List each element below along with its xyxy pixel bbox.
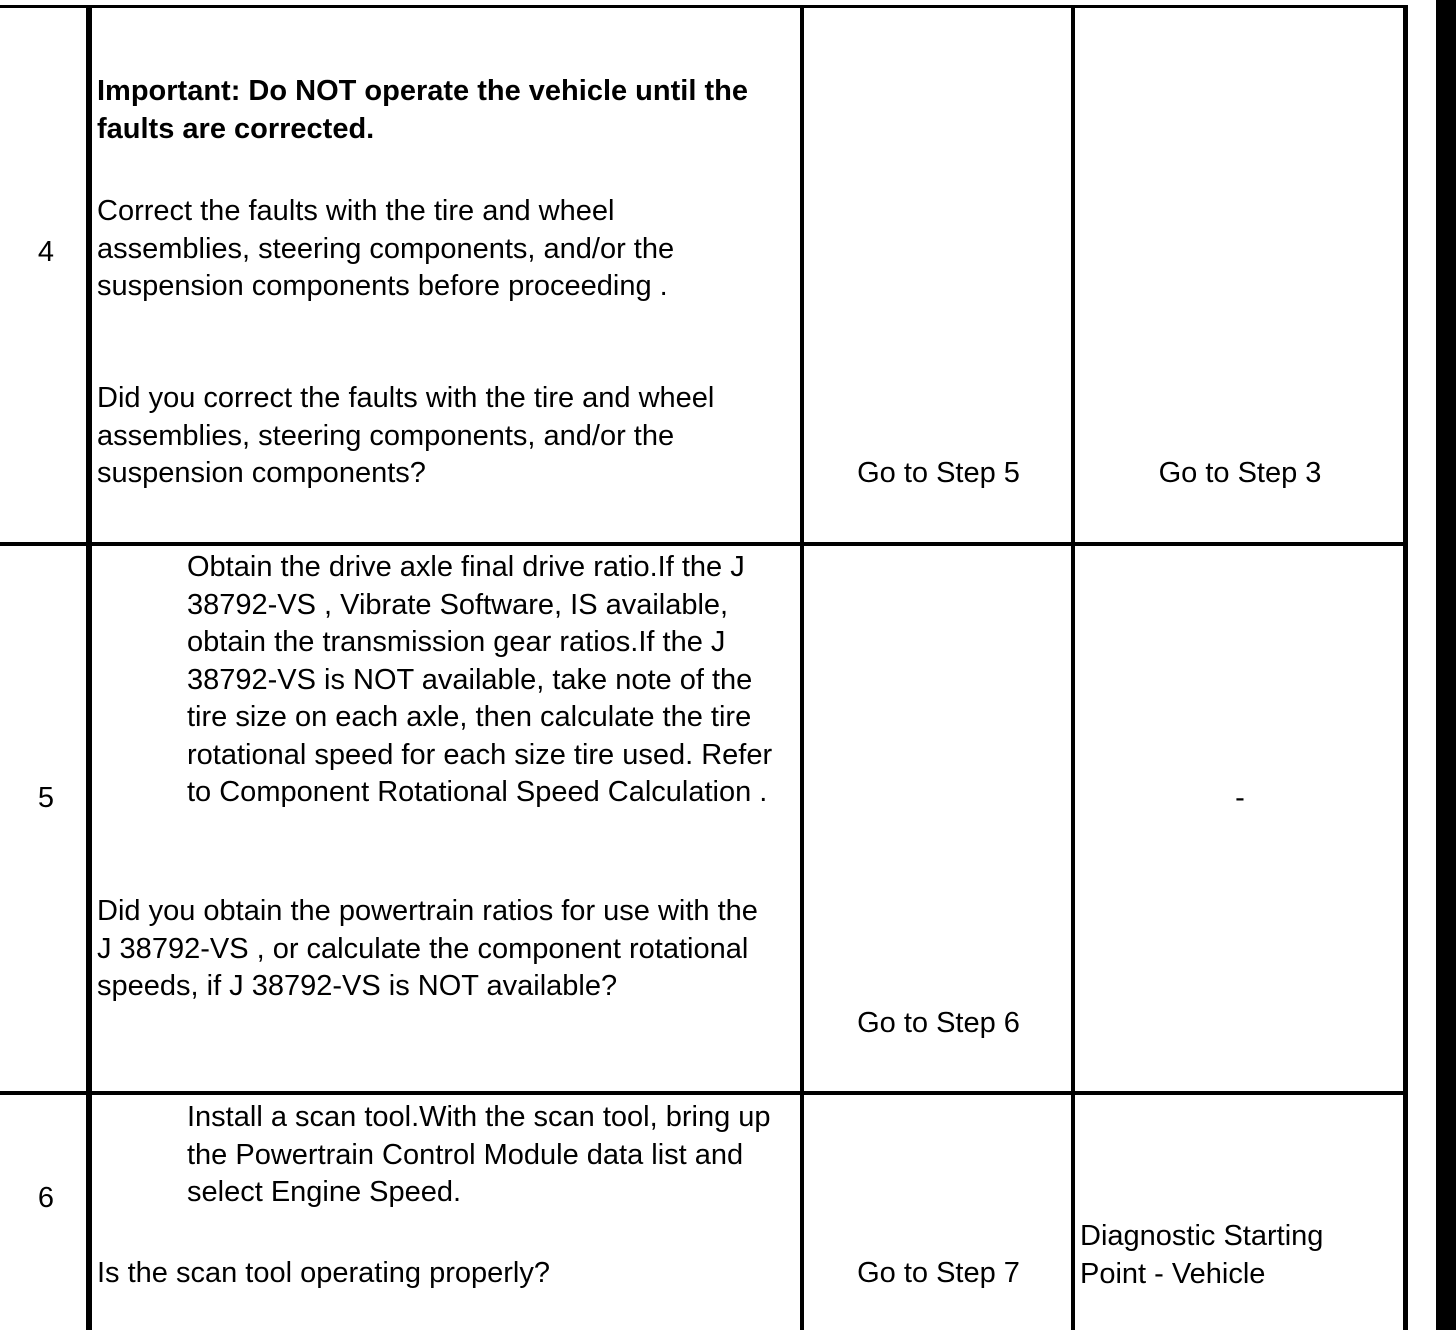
step-question: Is the scan tool operating properly? (97, 1257, 550, 1289)
scrollbar[interactable] (1436, 0, 1456, 1330)
step-instruction: Install a scan tool.With the scan tool, bring up the Powertrain Control Module data list and select Engine Speed. (187, 1101, 771, 1208)
no-action: Diagnostic Starting Point - Vehicle (1080, 1220, 1324, 1290)
step-instruction: Obtain the drive axle final drive ratio.If the J 38792-VS , Vibrate Software, IS available, obtain the transmission gear ratios.If the J 38792-VS is NOT available, take note of the tire size on each axle, then calculate the tire rotational speed for each size tire used. Refer to Component Rotational Speed Calculation . (187, 551, 773, 808)
grid-line (0, 542, 1408, 546)
grid-line (1403, 6, 1408, 1330)
step-instruction: Correct the faults with the tire and wheel assemblies, steering components, and/or the suspension components before proceeding . (97, 195, 675, 302)
no-action: - (1235, 782, 1245, 814)
grid-line (0, 1091, 1408, 1095)
important-note: Important: Do NOT operate the vehicle until the faults are corrected. (97, 75, 748, 145)
grid-line (800, 6, 804, 1330)
grid-line (86, 6, 92, 1330)
step-question: Did you correct the faults with the tire and wheel assemblies, steering components, and/or the suspension components? (97, 382, 715, 489)
yes-action: Go to Step 5 (857, 457, 1020, 489)
yes-action: Go to Step 7 (857, 1257, 1020, 1289)
no-action: Go to Step 3 (1158, 457, 1322, 489)
grid-line (0, 5, 1408, 8)
grid-line (1071, 6, 1075, 1330)
step-number: 5 (37, 782, 55, 814)
step-number: 4 (37, 236, 55, 268)
step-question: Did you obtain the powertrain ratios for use with the J 38792-VS , or calculate the component rotational speeds, if J 38792-VS is NOT available? (97, 895, 758, 1002)
yes-action: Go to Step 6 (857, 1007, 1020, 1039)
step-number: 6 (37, 1182, 55, 1214)
